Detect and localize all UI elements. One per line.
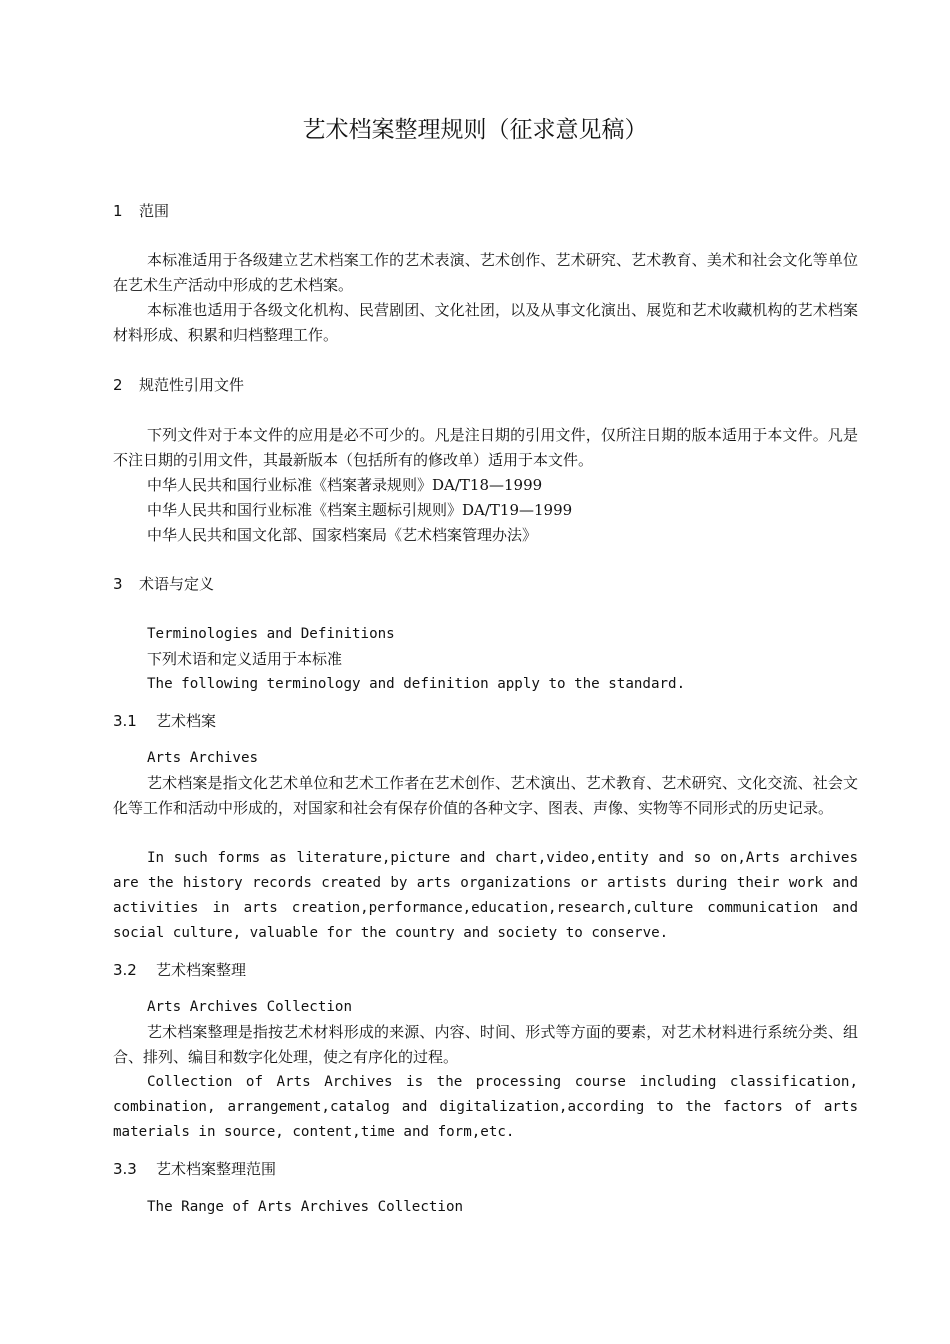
reference-1: 中华人民共和国行业标准《档案著录规则》DA/T18—1999: [147, 476, 543, 494]
section-3-2-paragraph-1-english: Collection of Arts Archives is the processing course including classification, combination, arrangement,catalog and digitalization,according to the factors of arts materials in source, content,time and form,etc.: [113, 1074, 858, 1140]
section-number: 2: [113, 376, 123, 394]
section-1-paragraph-1: 本标准适用于各级建立艺术档案工作的艺术表演、艺术创作、艺术研究、艺术教育、美术和社会文化等单位在艺术生产活动中形成的艺术档案。: [113, 251, 858, 294]
reference-2: 中华人民共和国行业标准《档案主题标引规则》DA/T19—1999: [147, 501, 573, 519]
section-3-paragraph-1: 下列术语和定义适用于本标准: [147, 650, 343, 668]
section-title: 艺术档案: [156, 712, 217, 730]
section-number: 3.2: [113, 961, 137, 979]
document-title: 艺术档案整理规则（征求意见稿）: [302, 117, 648, 143]
section-3-1-paragraph-1: 艺术档案是指文化艺术单位和艺术工作者在艺术创作、艺术演出、艺术教育、艺术研究、文化交流、社会文化等工作和活动中形成的，对国家和社会有保存价值的各种文字、图表、声像、实物等不同形式的历史记录。: [113, 774, 858, 817]
section-3-1-english-heading: Arts Archives: [147, 750, 259, 766]
section-title: 艺术档案整理: [156, 961, 247, 979]
section-3-1-paragraph-1-english: In such forms as literature,picture and chart,video,entity and so on,Arts archives are the history records created by arts organizations or artists during their work and activities in arts creation,performance,education,research,culture communication and social culture, valuable for the country and society to conserve.: [113, 850, 858, 941]
section-3-2-english-heading: Arts Archives Collection: [147, 999, 352, 1015]
section-number: 3.1: [113, 712, 137, 730]
section-number: 3: [113, 575, 123, 593]
section-3-3-heading: [113, 1159, 276, 1179]
section-title: 术语与定义: [139, 575, 215, 593]
section-number: 3.3: [113, 1160, 137, 1178]
section-3-2-heading: [113, 960, 246, 980]
section-3-3-english-heading: The Range of Arts Archives Collection: [147, 1199, 464, 1215]
section-3-paragraph-1-english: The following terminology and definition apply to the standard.: [147, 676, 686, 692]
section-title: 范围: [139, 202, 170, 220]
section-title: 艺术档案整理范围: [156, 1160, 277, 1178]
section-3-2-paragraph-1: 艺术档案整理是指按艺术材料形成的来源、内容、时间、形式等方面的要素，对艺术材料进行系统分类、组合、排列、编目和数字化处理，使之有序化的过程。: [113, 1023, 858, 1066]
section-3-1-heading: [113, 711, 216, 731]
section-3-english-heading: Terminologies and Definitions: [147, 626, 395, 642]
section-3-heading: [113, 574, 214, 594]
section-1-heading: [113, 201, 169, 221]
section-2-heading: [113, 375, 244, 395]
section-2-paragraph-1: 下列文件对于本文件的应用是必不可少的。凡是注日期的引用文件，仅所注日期的版本适用于本文件。凡是不注日期的引用文件，其最新版本（包括所有的修改单）适用于本文件。: [113, 426, 858, 469]
section-1-paragraph-2: 本标准也适用于各级文化机构、民营剧团、文化社团，以及从事文化演出、展览和艺术收藏机构的艺术档案材料形成、积累和归档整理工作。: [113, 301, 858, 344]
reference-3: 中华人民共和国文化部、国家档案局《艺术档案管理办法》: [147, 526, 538, 544]
section-title: 规范性引用文件: [139, 376, 245, 394]
section-number: 1: [113, 202, 123, 220]
